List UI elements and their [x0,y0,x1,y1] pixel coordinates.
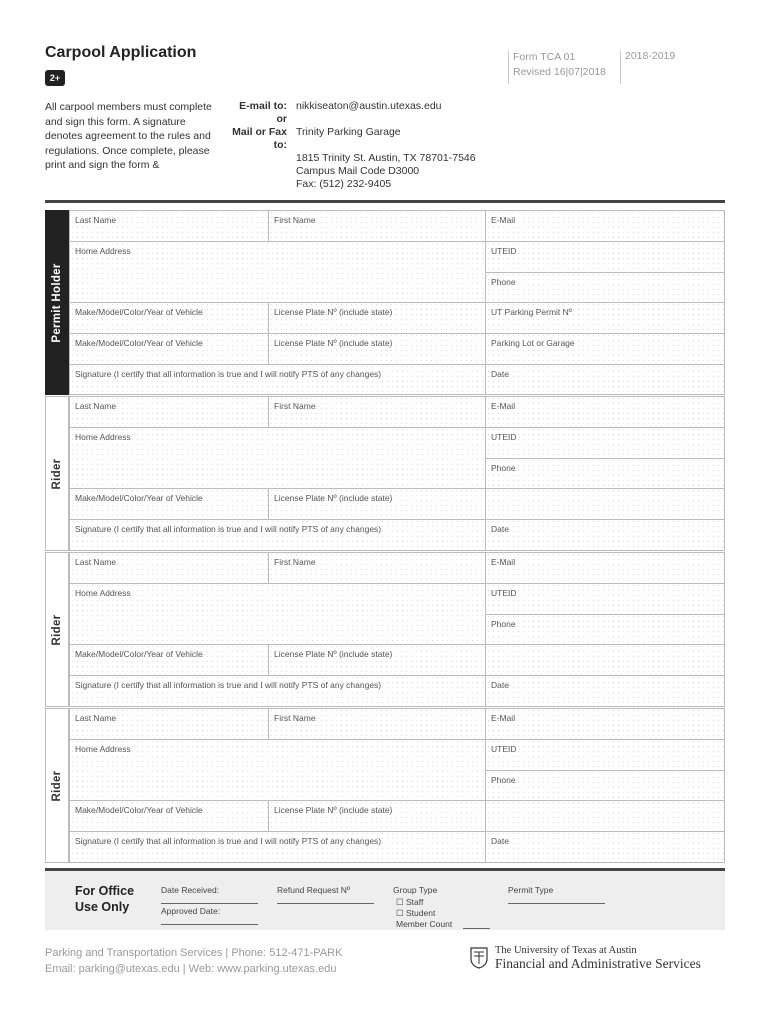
phone-field[interactable]: Phone [486,273,724,303]
signature-field[interactable]: Signature (I certify that all information is true and I will notify PTS of any changes) [70,520,486,550]
license-plate-field[interactable]: License Plate Nº (include state) [269,489,486,520]
home-address-field[interactable]: Home Address [70,740,486,801]
mail-line-2: 1815 Trinity St. Austin, TX 78701-7546 [296,152,476,164]
uteid-field[interactable]: UTEID [486,740,724,771]
first-name-field[interactable]: First Name [269,553,486,584]
blank-field[interactable] [486,801,724,832]
phone-field[interactable]: Phone [486,615,724,645]
email-to-label: E-mail to: [239,100,287,112]
intro-text: All carpool members must complete and sign this form. A signature denotes agreement to the rules and regulations. Once complete, please print and sign the form & [45,101,212,171]
refund-request-label: Refund Request Nº [277,885,351,895]
email-field[interactable]: E-Mail [486,553,724,584]
first-name-field[interactable]: First Name [269,397,486,428]
home-address-field[interactable]: Home Address [70,242,486,303]
ut-department: Financial and Administrative Services [495,956,701,971]
blank-field[interactable] [486,489,724,520]
pts-email[interactable]: Email: parking@utexas.edu [45,963,180,975]
section-tab: Permit Holder [45,210,69,395]
form-id-block [508,50,606,84]
vehicle-field[interactable]: Make/Model/Color/Year of Vehicle [70,801,269,832]
vehicle-field[interactable]: Make/Model/Color/Year of Vehicle [70,303,269,334]
refund-request-line[interactable] [277,903,374,904]
last-name-field[interactable]: Last Name [70,709,269,740]
date-field[interactable]: Date [486,520,724,550]
form-year: 2018-2019 [620,50,675,84]
signature-field[interactable]: Signature (I certify that all information is true and I will notify PTS of any changes) [70,832,486,862]
checkbox-icon: ☐ [396,897,404,907]
pts-phone: Phone: 512-471-PARK [231,947,343,959]
header-divider [45,200,725,203]
staff-checkbox[interactable]: ☐ Staff [396,897,424,907]
pts-web[interactable]: Web: www.parking.utexas.edu [188,963,337,975]
rider-fields [69,708,725,863]
permit-type-label: Permit Type [508,885,554,895]
ut-seal-icon [470,947,488,969]
ut-permit-field[interactable]: UT Parking Permit Nº [486,303,724,334]
rider-section-2 [45,552,725,707]
form-revised: Revised 16|07|2018 [513,66,607,78]
last-name-field[interactable]: Last Name [70,211,269,242]
license-plate-field[interactable]: License Plate Nº (include state) [269,303,486,334]
rider-section-3 [45,708,725,863]
form-title: Carpool Application [45,44,197,61]
pts-name: Parking and Transportation Services [45,947,223,959]
phone-field[interactable]: Phone [486,459,724,489]
mail-line-1: Trinity Parking Garage [296,126,401,138]
checkbox-icon: ☐ [396,908,404,918]
ut-logo [470,945,730,975]
rider-section-1 [45,396,725,551]
license-plate-field-2[interactable]: License Plate Nº (include state) [269,334,486,365]
signature-field[interactable]: Signature (I certify that all information is true and I will notify PTS of any changes) [70,365,486,394]
mail-fax-label: Mail or Fax to: [232,126,287,151]
signature-field[interactable]: Signature (I certify that all information is true and I will notify PTS of any changes) [70,676,486,706]
uteid-field[interactable]: UTEID [486,584,724,615]
date-received-label: Date Received: [161,885,220,895]
student-checkbox[interactable]: ☐ Student [396,908,436,918]
date-field[interactable]: Date [486,676,724,706]
rider-fields [69,396,725,551]
home-address-field[interactable]: Home Address [70,428,486,489]
vehicle-field[interactable]: Make/Model/Color/Year of Vehicle [70,645,269,676]
uteid-field[interactable]: UTEID [486,242,724,273]
approved-date-line[interactable] [161,924,258,925]
section-tab: Rider [45,396,69,551]
email-field[interactable]: E-Mail [486,211,724,242]
carpool-badge-icon: 2+ [45,70,65,86]
vehicle-field[interactable]: Make/Model/Color/Year of Vehicle [70,489,269,520]
ut-name: The University of Texas at Austin [495,945,637,956]
phone-field[interactable]: Phone [486,771,724,801]
last-name-field[interactable]: Last Name [70,397,269,428]
or-label: or [276,113,287,125]
permit-type-line[interactable] [508,903,605,904]
date-field[interactable]: Date [486,365,724,394]
date-field[interactable]: Date [486,832,724,862]
section-tab: Rider [45,552,69,707]
permit-holder-fields [69,210,725,395]
email-field[interactable]: E-Mail [486,397,724,428]
email-field[interactable]: E-Mail [486,709,724,740]
office-use-label: For Office Use Only [75,884,135,914]
parking-lot-field[interactable]: Parking Lot or Garage [486,334,724,365]
member-count-line[interactable] [463,928,490,929]
last-name-field[interactable]: Last Name [70,553,269,584]
blank-field[interactable] [486,645,724,676]
permit-holder-section [45,210,725,395]
contact-block [220,100,520,191]
email-to-link[interactable]: nikkiseaton@austin.utexas.edu [296,100,442,112]
date-received-line[interactable] [161,903,258,904]
mail-line-3: Campus Mail Code D3000 [296,165,420,177]
vehicle-field-2[interactable]: Make/Model/Color/Year of Vehicle [70,334,269,365]
footer-contact: Parking and Transportation Services | Phone: 512-471-PARK Email: parking@utexas.edu | Web: www.parking.utexas.edu [45,947,343,975]
first-name-field[interactable]: First Name [269,709,486,740]
office-use-block [45,868,725,930]
group-type-label: Group Type [393,885,438,895]
home-address-field[interactable]: Home Address [70,584,486,645]
mail-line-4: Fax: (512) 232-9405 [296,178,392,190]
uteid-field[interactable]: UTEID [486,428,724,459]
section-tab: Rider [45,708,69,863]
license-plate-field[interactable]: License Plate Nº (include state) [269,801,486,832]
member-count-label: Member Count [396,919,453,929]
license-plate-field[interactable]: License Plate Nº (include state) [269,645,486,676]
approved-date-label: Approved Date: [161,906,221,916]
form-id: Form TCA 01 [513,51,576,63]
form-header [45,44,725,94]
rider-fields [69,552,725,707]
first-name-field[interactable]: First Name [269,211,486,242]
